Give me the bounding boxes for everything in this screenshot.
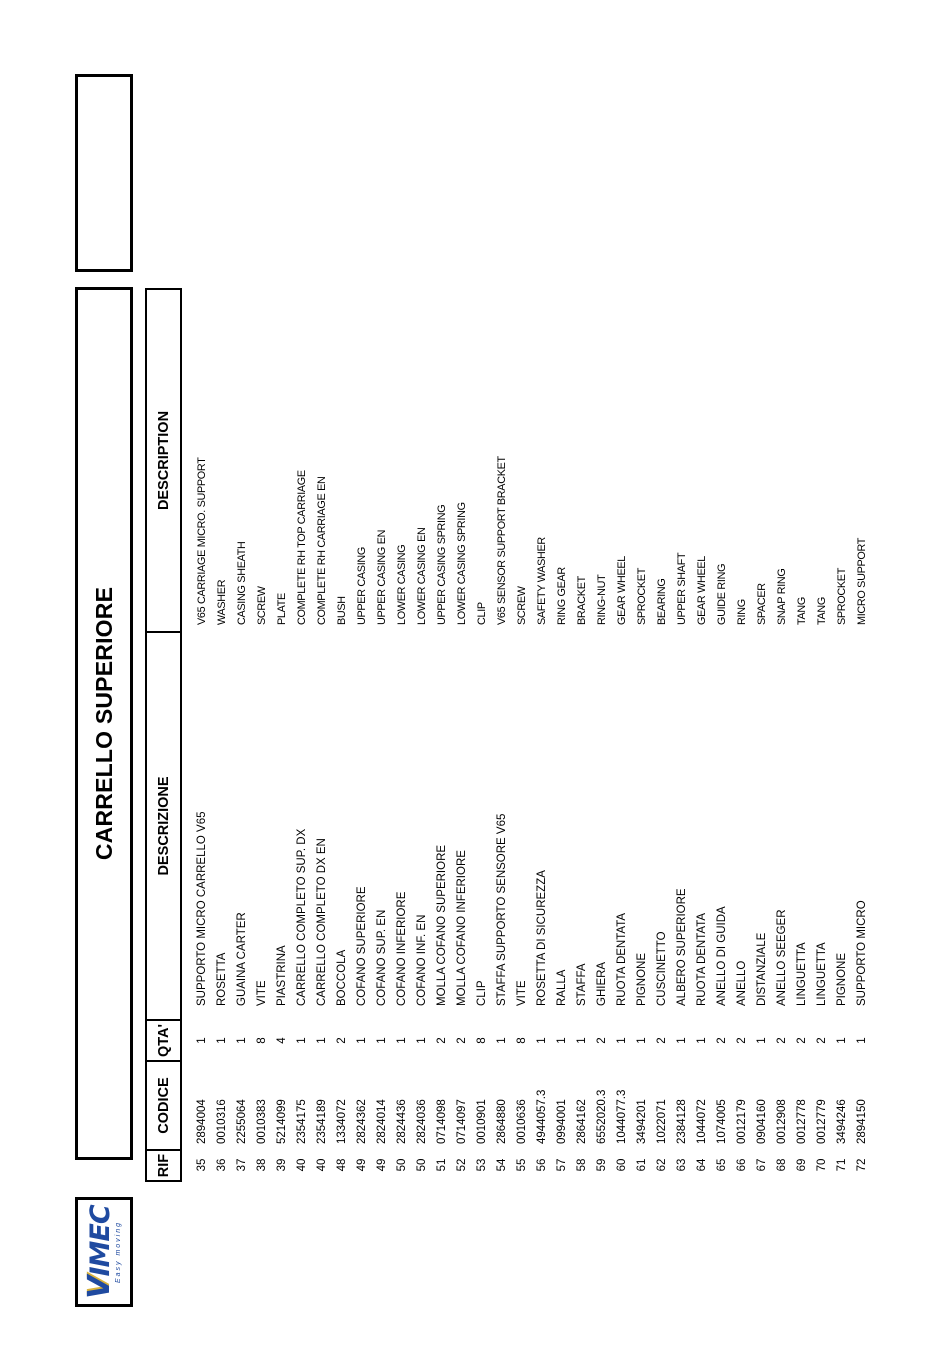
qta-cell: 1: [556, 1037, 568, 1044]
title-frame: [75, 287, 133, 1160]
description-cell: UPPER CASING EN: [376, 529, 388, 625]
codice-cell: 3494201: [636, 1099, 648, 1144]
descrizione-cell: PIGNONE: [636, 952, 648, 1006]
qta-cell: 1: [536, 1037, 548, 1044]
column-header-description: DESCRIPTION: [145, 288, 182, 633]
table-row: [752, 0, 772, 1360]
rif-cell: 71: [836, 1158, 848, 1172]
table-row: [212, 0, 232, 1360]
description-cell: UPPER CASING SPRING: [436, 504, 448, 625]
table-row: [732, 0, 752, 1360]
description-cell: GEAR WHEEL: [616, 556, 628, 625]
description-cell: SCREW: [516, 586, 528, 625]
qta-cell: 1: [236, 1037, 248, 1044]
rif-cell: 54: [496, 1158, 508, 1172]
descrizione-cell: VITE: [256, 980, 268, 1006]
rif-cell: 67: [756, 1158, 768, 1172]
qta-cell: 1: [616, 1037, 628, 1044]
codice-cell: 2824436: [396, 1099, 408, 1144]
codice-cell: 2894150: [856, 1099, 868, 1144]
descrizione-cell: ROSETTA DI SICUREZZA: [536, 870, 548, 1006]
codice-cell: 0012779: [816, 1099, 828, 1144]
descrizione-cell: ANELLO SEEGER: [776, 909, 788, 1006]
qta-cell: 2: [816, 1037, 828, 1044]
descrizione-cell: ANELLO DI GUIDA: [716, 906, 728, 1006]
logo-rest: IMEC: [84, 1205, 116, 1277]
rif-cell: 61: [636, 1158, 648, 1172]
table-row: [452, 0, 472, 1360]
qta-cell: 1: [576, 1037, 588, 1044]
codice-cell: 0714097: [456, 1099, 468, 1144]
rif-cell: 40: [316, 1158, 328, 1172]
table-row: [372, 0, 392, 1360]
table-row: [652, 0, 672, 1360]
table-row: [572, 0, 592, 1360]
codice-cell: 0012778: [796, 1099, 808, 1144]
descrizione-cell: MOLLA COFANO SUPERIORE: [436, 844, 448, 1006]
rif-cell: 59: [596, 1158, 608, 1172]
rif-cell: 53: [476, 1158, 488, 1172]
table-row: [332, 0, 352, 1360]
descrizione-cell: RUOTA DENTATA: [696, 912, 708, 1006]
descrizione-cell: COFANO SUPERIORE: [356, 886, 368, 1006]
logo-wordmark: [81, 1205, 117, 1299]
rif-cell: 64: [696, 1158, 708, 1172]
table-row: [192, 0, 212, 1360]
descrizione-cell: LINGUETTA: [796, 942, 808, 1006]
logo-v: V: [81, 1276, 117, 1299]
table-row: [772, 0, 792, 1360]
codice-cell: 1074005: [716, 1099, 728, 1144]
table-row: [812, 0, 832, 1360]
codice-cell: 1044072: [696, 1099, 708, 1144]
codice-cell: 0010383: [256, 1099, 268, 1144]
description-cell: TANG: [816, 597, 828, 625]
rif-cell: 50: [416, 1158, 428, 1172]
rif-cell: 60: [616, 1158, 628, 1172]
table-row: [532, 0, 552, 1360]
rif-cell: 49: [376, 1158, 388, 1172]
codice-cell: 0010316: [216, 1099, 228, 1144]
codice-cell: 1334072: [336, 1099, 348, 1144]
rif-cell: 72: [856, 1158, 868, 1172]
codice-cell: 6552020.3: [596, 1089, 608, 1144]
rif-cell: 40: [296, 1158, 308, 1172]
table-row: [252, 0, 272, 1360]
description-cell: LOWER CASING SPRING: [456, 502, 468, 625]
qta-cell: 1: [496, 1037, 508, 1044]
descrizione-cell: MOLLA COFANO INFERIORE: [456, 850, 468, 1006]
rif-cell: 70: [816, 1158, 828, 1172]
descrizione-cell: GUAINA CARTER: [236, 912, 248, 1006]
qta-cell: 1: [836, 1037, 848, 1044]
rif-cell: 51: [436, 1158, 448, 1172]
description-cell: RING: [736, 599, 748, 625]
rif-cell: 58: [576, 1158, 588, 1172]
table-row: [432, 0, 452, 1360]
column-header-descrizione: DESCRIZIONE: [145, 631, 182, 1021]
rif-cell: 52: [456, 1158, 468, 1172]
table-row: [472, 0, 492, 1360]
table-row: [592, 0, 612, 1360]
descrizione-cell: LINGUETTA: [816, 942, 828, 1006]
descrizione-cell: SUPPORTO MICRO CARRELLO V65: [196, 811, 208, 1006]
qta-cell: 2: [436, 1037, 448, 1044]
qta-cell: 1: [416, 1037, 428, 1044]
codice-cell: 2824036: [416, 1099, 428, 1144]
qta-cell: 2: [796, 1037, 808, 1044]
qta-cell: 1: [636, 1037, 648, 1044]
qta-cell: 2: [716, 1037, 728, 1044]
rif-cell: 56: [536, 1158, 548, 1172]
descrizione-cell: PIASTRINA: [276, 945, 288, 1006]
rif-cell: 63: [676, 1158, 688, 1172]
table-row: [492, 0, 512, 1360]
qta-cell: 2: [336, 1037, 348, 1044]
codice-cell: 2354189: [316, 1099, 328, 1144]
description-cell: SAFETY WASHER: [536, 537, 548, 625]
description-cell: COMPLETE RH TOP CARRIAGE: [296, 470, 308, 625]
rif-cell: 57: [556, 1158, 568, 1172]
table-row: [292, 0, 312, 1360]
qta-cell: 1: [396, 1037, 408, 1044]
codice-cell: 2354175: [296, 1099, 308, 1144]
descrizione-cell: SUPPORTO MICRO: [856, 900, 868, 1006]
logo-tagline: Easy moving: [114, 1220, 122, 1284]
column-header-codice: CODICE: [145, 1060, 182, 1151]
codice-cell: 1044077.3: [616, 1089, 628, 1144]
description-cell: WASHER: [216, 579, 228, 625]
vimec-logo: [78, 1200, 130, 1304]
descrizione-cell: VITE: [516, 980, 528, 1006]
qta-cell: 1: [356, 1037, 368, 1044]
description-cell: RING GEAR: [556, 567, 568, 625]
codice-cell: 0010901: [476, 1099, 488, 1144]
descrizione-cell: COFANO INF. EN: [416, 914, 428, 1006]
descrizione-cell: CARRELLO COMPLETO SUP. DX: [296, 828, 308, 1006]
descrizione-cell: STAFFA: [576, 963, 588, 1006]
codice-cell: 2824362: [356, 1099, 368, 1144]
blank-frame: [75, 74, 133, 272]
description-cell: SPROCKET: [636, 568, 648, 625]
description-cell: BEARING: [656, 578, 668, 625]
rif-cell: 66: [736, 1158, 748, 1172]
rif-cell: 68: [776, 1158, 788, 1172]
descrizione-cell: COFANO SUP. EN: [376, 909, 388, 1006]
descrizione-cell: CUSCINETTO: [656, 931, 668, 1006]
codice-cell: 1022071: [656, 1099, 668, 1144]
table-row: [712, 0, 732, 1360]
table-row: [352, 0, 372, 1360]
table-row: [312, 0, 332, 1360]
description-cell: SNAP RING: [776, 568, 788, 625]
descrizione-cell: BOCCOLA: [336, 949, 348, 1006]
descrizione-cell: RALLA: [556, 969, 568, 1006]
description-cell: SPROCKET: [836, 568, 848, 625]
qta-cell: 1: [376, 1037, 388, 1044]
description-cell: CASING SHEATH: [236, 541, 248, 625]
description-cell: LOWER CASING: [396, 544, 408, 625]
descrizione-cell: RUOTA DENTATA: [616, 912, 628, 1006]
table-row: [272, 0, 292, 1360]
codice-cell: 0904160: [756, 1099, 768, 1144]
table-row: [692, 0, 712, 1360]
description-cell: PLATE: [276, 593, 288, 625]
description-cell: BUSH: [336, 596, 348, 625]
table-row: [792, 0, 812, 1360]
codice-cell: 2894004: [196, 1099, 208, 1144]
qta-cell: 2: [736, 1037, 748, 1044]
codice-cell: 5214099: [276, 1099, 288, 1144]
descrizione-cell: COFANO INFERIORE: [396, 891, 408, 1006]
rif-cell: 65: [716, 1158, 728, 1172]
codice-cell: 0010636: [516, 1099, 528, 1144]
qta-cell: 1: [756, 1037, 768, 1044]
description-cell: BRACKET: [576, 576, 588, 625]
description-cell: V65 CARRIAGE MICRO. SUPPORT: [196, 457, 208, 625]
qta-cell: 2: [456, 1037, 468, 1044]
rif-cell: 35: [196, 1158, 208, 1172]
codice-cell: 4944057.3: [536, 1089, 548, 1144]
codice-cell: 0994001: [556, 1099, 568, 1144]
table-row: [672, 0, 692, 1360]
column-header-qta: QTA': [145, 1019, 182, 1062]
page-title: CARRELLO SUPERIORE: [90, 586, 117, 861]
rif-cell: 62: [656, 1158, 668, 1172]
qta-cell: 1: [676, 1037, 688, 1044]
codice-cell: 3494246: [836, 1099, 848, 1144]
rif-cell: 38: [256, 1158, 268, 1172]
qta-cell: 1: [196, 1037, 208, 1044]
rif-cell: 49: [356, 1158, 368, 1172]
codice-cell: 2384128: [676, 1099, 688, 1144]
table-row: [632, 0, 652, 1360]
table-row: [552, 0, 572, 1360]
descrizione-cell: ANELLO: [736, 960, 748, 1006]
codice-cell: 2864162: [576, 1099, 588, 1144]
codice-cell: 0714098: [436, 1099, 448, 1144]
qta-cell: 2: [776, 1037, 788, 1044]
description-cell: TANG: [796, 597, 808, 625]
qta-cell: 1: [296, 1037, 308, 1044]
description-cell: UPPER SHAFT: [676, 552, 688, 625]
description-cell: UPPER CASING: [356, 547, 368, 625]
descrizione-cell: DISTANZIALE: [756, 932, 768, 1006]
description-cell: MICRO SUPPORT: [856, 537, 868, 625]
codice-cell: 2864880: [496, 1099, 508, 1144]
rif-cell: 37: [236, 1158, 248, 1172]
description-cell: GUIDE RING: [716, 563, 728, 625]
qta-cell: 8: [516, 1037, 528, 1044]
qta-cell: 2: [596, 1037, 608, 1044]
table-row: [232, 0, 252, 1360]
description-cell: RING-NUT: [596, 574, 608, 625]
description-cell: GEAR WHEEL: [696, 556, 708, 625]
descrizione-cell: PIGNONE: [836, 952, 848, 1006]
rif-cell: 48: [336, 1158, 348, 1172]
column-header-rif: RIF: [145, 1149, 182, 1182]
rif-cell: 55: [516, 1158, 528, 1172]
table-row: [512, 0, 532, 1360]
table-row: [852, 0, 872, 1360]
rif-cell: 36: [216, 1158, 228, 1172]
table-row: [832, 0, 852, 1360]
qta-cell: 1: [216, 1037, 228, 1044]
descrizione-cell: CLIP: [476, 980, 488, 1006]
qta-cell: 8: [476, 1037, 488, 1044]
qta-cell: 4: [276, 1037, 288, 1044]
codice-cell: 0012179: [736, 1099, 748, 1144]
rif-cell: 69: [796, 1158, 808, 1172]
description-cell: SCREW: [256, 586, 268, 625]
description-cell: LOWER CASING EN: [416, 527, 428, 625]
description-cell: CLIP: [476, 602, 488, 625]
qta-cell: 1: [696, 1037, 708, 1044]
qta-cell: 8: [256, 1037, 268, 1044]
descrizione-cell: GHIERA: [596, 961, 608, 1006]
table-row: [412, 0, 432, 1360]
rif-cell: 39: [276, 1158, 288, 1172]
descrizione-cell: ALBERO SUPERIORE: [676, 888, 688, 1006]
description-cell: V65 SENSOR SUPPORT BRACKET: [496, 456, 508, 625]
descrizione-cell: CARRELLO COMPLETO DX EN: [316, 838, 328, 1006]
descrizione-cell: STAFFA SUPPORTO SENSORE V65: [496, 813, 508, 1006]
descrizione-cell: ROSETTA: [216, 952, 228, 1006]
table-row: [392, 0, 412, 1360]
qta-cell: 1: [856, 1037, 868, 1044]
codice-cell: 2824014: [376, 1099, 388, 1144]
qta-cell: 2: [656, 1037, 668, 1044]
description-cell: COMPLETE RH CARRIAGE EN: [316, 476, 328, 625]
codice-cell: 0012908: [776, 1099, 788, 1144]
description-cell: SPACER: [756, 583, 768, 625]
codice-cell: 2255064: [236, 1099, 248, 1144]
logo-frame: [75, 1197, 133, 1307]
table-row: [612, 0, 632, 1360]
qta-cell: 1: [316, 1037, 328, 1044]
rif-cell: 50: [396, 1158, 408, 1172]
